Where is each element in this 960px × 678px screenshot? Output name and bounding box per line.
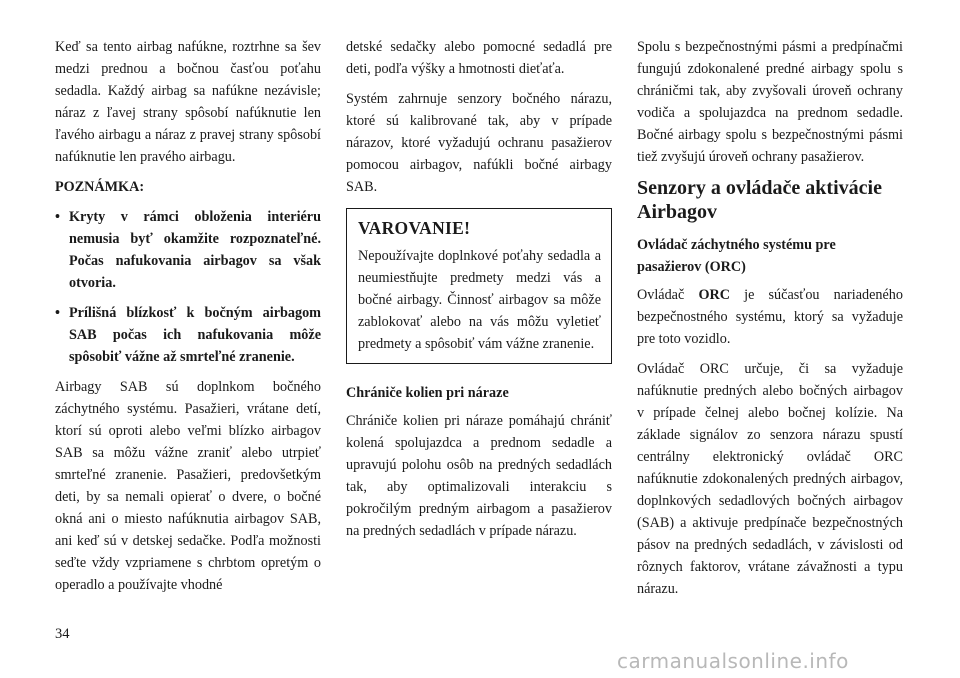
- column-right: [637, 36, 903, 608]
- watermark: carmanualsonline.info: [617, 649, 849, 673]
- note-label: POZNÁMKA:: [55, 179, 145, 195]
- warning-title: VAROVANIE!: [358, 218, 471, 238]
- column-left: [55, 36, 321, 604]
- paragraph: Systém zahrnuje senzory bočného nárazu, ktoré sú kalibrované tak, aby v prípade nárazov, ktoré vyžadujú ochranu pasažierov pomocou airbagov, nafúkli bočné airbagy SAB.: [346, 91, 612, 195]
- column-middle: [346, 36, 612, 550]
- paragraph: detské sedačky alebo pomocné sedadlá pre deti, podľa výšky a hmotnosti dieťaťa.: [346, 39, 612, 77]
- section-title: Senzory a ovládače aktivácie Airbagov: [637, 177, 882, 223]
- paragraph: Ovládač ORC určuje, či sa vyžaduje nafúknutie predných alebo bočných airbagov v prípade čelnej alebo bočnej kolízie. Na základe signálov zo senzora nárazu spustí centrálny elektronický ovládač ORC nafúknutie zdokonalených predných airbagov, doplnkových sedadlových bočných airbagov (SAB) a aktivuje predpínače bezpečnostných pásov na predných sedadlách, v závislosti od rôznych faktorov, vrátane závažnosti a typu nárazu.: [637, 361, 903, 597]
- warning-text: Nepoužívajte doplnkové poťahy sedadla a neumiestňujte predmety medzi vás a bočné airbagy. Činnosť airbagov sa môže zablokovať alebo na vás môžu vyletieť predmety a spôsobiť vám vážne zranenie.: [358, 248, 601, 352]
- list-item: • Kryty v rámci obloženia interiéru nemusia byť okamžite rozpoznateľné. Počas nafukovania airbagov sa však otvoria.: [55, 206, 321, 294]
- list-item: • Prílišná blízkosť k bočným airbagom SAB počas ich nafukovania môže spôsobiť vážne až smrteľné zranenie.: [55, 302, 321, 368]
- paragraph: Ovládač ORC je súčasťou nariadeného bezpečnostného systému, ktorý sa vyžaduje pre toto vozidlo.: [637, 287, 903, 347]
- note-bullet-list: [55, 206, 321, 368]
- paragraph: Keď sa tento airbag nafúkne, roztrhne sa šev medzi prednou a bočnou časťou poťahu sedadla. Každý airbag sa nafúkne nezávisle; náraz z ľavej strany spôsobí nafúknutie len ľavého airbagu a náraz z pravej strany spôsobí nafúknutie len pravého airbagu.: [55, 39, 321, 165]
- paragraph: Airbagy SAB sú doplnkom bočného záchytného systému. Pasažieri, vrátane detí, ktorí sú oproti alebo veľmi blízko airbagov SAB sa môžu vážne zraniť alebo utrpieť smrteľné zranenie. Pasažieri, predovšetkým deti, by sa nemali opierať o dvere, o bočné okná ani o miesto nafúknutia airbagov SAB, ani keď sú v detskej sedačke. Podľa možnosti seďte vždy vzpriamene s chrbtom opretým o operadlo a používajte vhodné: [55, 379, 321, 593]
- section-heading: Chrániče kolien pri náraze: [346, 385, 509, 401]
- subsection-heading: Ovládač záchytného systému pre pasažierov (ORC): [637, 237, 836, 275]
- bullet-icon: •: [55, 209, 60, 225]
- paragraph: Spolu s bezpečnostnými pásmi a predpínačmi fungujú zdokonalené predné airbagy spolu s chráničmi tak, aby zvyšovali úroveň ochrany vodiča a spolujazdca na prednom sedadle. Bočné airbagy spolu s bezpečnostnými pásmi tiež zvyšujú úroveň ochrany pasažierov.: [637, 39, 903, 165]
- warning-box: [346, 208, 612, 364]
- orc-term: ORC: [698, 287, 730, 303]
- bullet-icon: •: [55, 305, 60, 321]
- paragraph: Chrániče kolien pri náraze pomáhajú chrániť kolená spolujazdca a prednom sedadle a upravujú polohu osôb na predných sedadlách tak, aby optimalizovali interakciu s pokročilým predným airbagom a pasažierov na predných sedadlách v prípade nárazu.: [346, 413, 612, 539]
- page-number: 34: [55, 626, 70, 642]
